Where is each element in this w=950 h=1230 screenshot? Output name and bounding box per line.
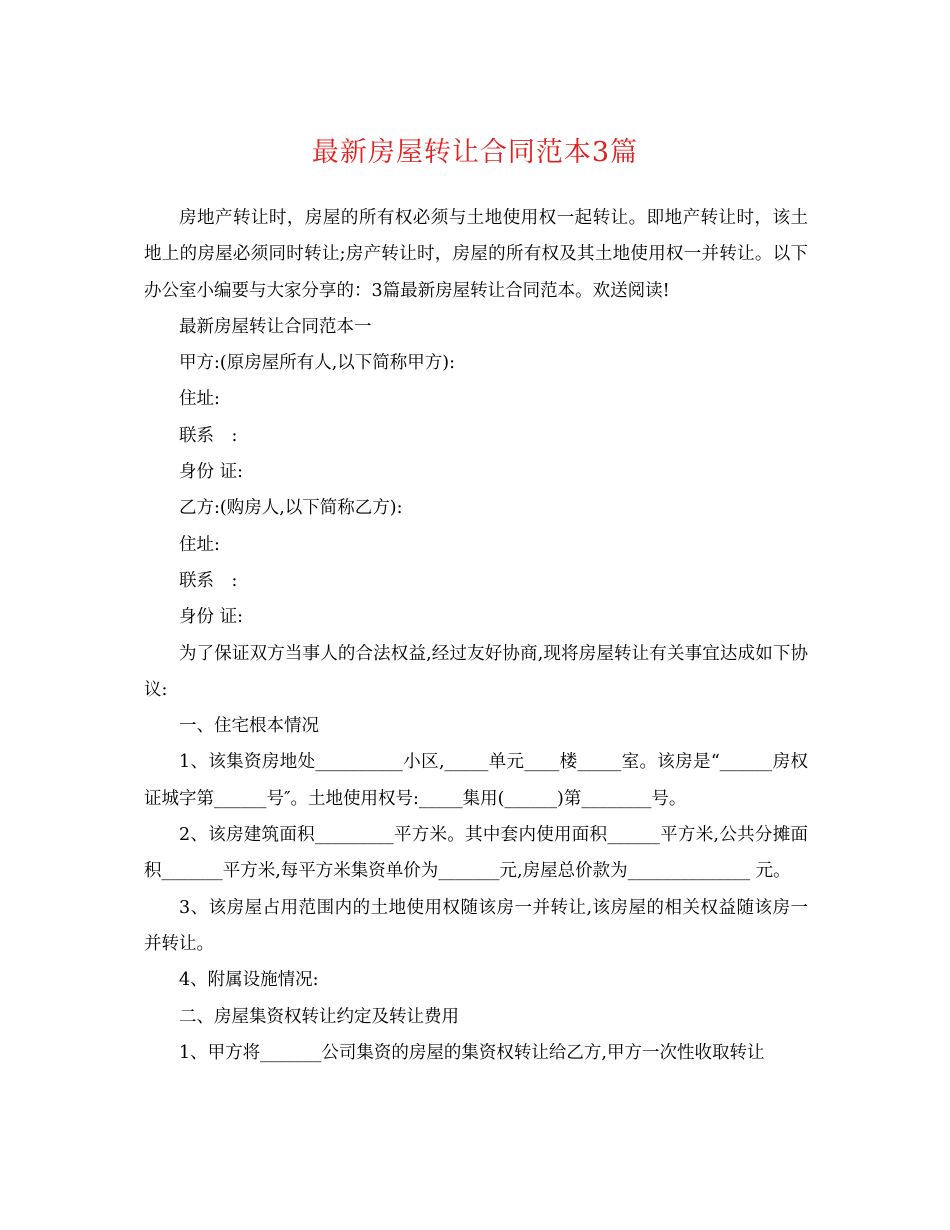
paragraph-party-b: 乙方:(购房人,以下简称乙方): <box>179 498 403 519</box>
paragraph-party-a-address: 住址: <box>179 389 220 410</box>
paragraph-section-1-item-1: 1、该集资房地处__________小区,_____单元____楼_____室。该房是“______房权证城字第______号″。土地使用权号:_____集用(______)第________号。 <box>144 752 808 809</box>
paragraph-section-1-heading: 一、住宅根本情况 <box>179 716 319 737</box>
document-body <box>144 200 808 1071</box>
paragraph-party-a-contact: 联系 : <box>179 425 238 446</box>
paragraph-section-1-item-2: 2、该房建筑面积_________平方米。其中套内使用面积______平方米,公共分摊面积_______平方米,每平方米集资单价为_______元,房屋总价款为______________ 元。 <box>144 825 808 882</box>
paragraph-section-1-item-4: 4、附属设施情况: <box>179 970 319 991</box>
paragraph-party-b-id: 身份 证: <box>179 607 243 628</box>
paragraph-party-b-address: 住址: <box>179 534 220 555</box>
document-title: 最新房屋转让合同范本3篇 <box>311 137 639 168</box>
paragraph-section-2-heading: 二、房屋集资权转让约定及转让费用 <box>179 1006 459 1027</box>
paragraph-section-1-item-3: 3、该房屋占用范围内的土地使用权随该房一并转让,该房屋的相关权益随该房一并转让。 <box>144 897 808 954</box>
paragraph-party-a: 甲方:(原房屋所有人,以下简称甲方): <box>179 353 456 374</box>
paragraph-intro: 房地产转让时，房屋的所有权必须与土地使用权一起转让。即地产转让时，该土地上的房屋必须同时转让;房产转让时，房屋的所有权及其土地使用权一并转让。以下办公室小编要与大家分享的：3篇最新房屋转让合同范本。欢送阅读! <box>144 208 808 301</box>
paragraph-contract-heading: 最新房屋转让合同范本一 <box>179 316 372 337</box>
paragraph-section-2-item-1: 1、甲方将_______公司集资的房屋的集资权转让给乙方,甲方一次性收取转让 <box>179 1042 765 1063</box>
paragraph-party-b-contact: 联系 : <box>179 570 238 591</box>
paragraph-party-a-id: 身份 证: <box>179 462 243 483</box>
paragraph-agreement-preamble: 为了保证双方当事人的合法权益,经过友好协商,现将房屋转让有关事宜达成如下协议: <box>144 643 808 700</box>
